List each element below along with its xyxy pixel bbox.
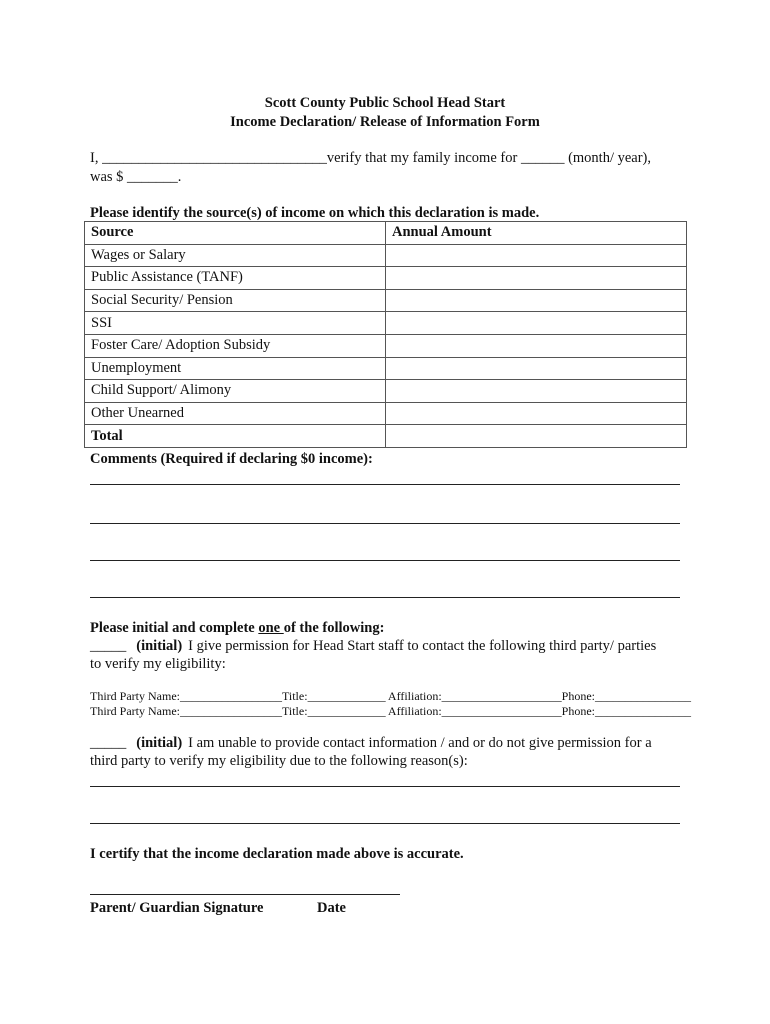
comment-line-3[interactable] xyxy=(90,560,680,561)
income-source-cell: Wages or Salary xyxy=(85,244,386,267)
income-source-cell: Social Security/ Pension xyxy=(85,289,386,312)
income-table xyxy=(84,221,687,448)
signature-line[interactable] xyxy=(90,894,400,895)
total-label-cell: Total xyxy=(85,425,386,448)
option-1-line-2: to verify my eligibility: xyxy=(90,656,226,672)
comment-line-4[interactable] xyxy=(90,597,680,598)
annual-amount-cell[interactable] xyxy=(386,244,687,267)
income-source-cell: Child Support/ Alimony xyxy=(85,380,386,403)
total-amount-cell[interactable] xyxy=(386,425,687,448)
comments-label: Comments (Required if declaring $0 income): xyxy=(90,451,373,467)
name-blank[interactable]: _______________________________ xyxy=(102,150,327,166)
income-source-prompt: Please identify the source(s) of income on which this declaration is made. xyxy=(90,205,540,221)
reason-line-1[interactable] xyxy=(90,786,680,787)
table-row xyxy=(85,357,687,380)
third-party-row-1[interactable]: Third Party Name:_________________Title:_____________ Affiliation:____________________Phone:________________ xyxy=(90,689,692,703)
comment-line-2[interactable] xyxy=(90,523,680,524)
signature-label: Parent/ Guardian Signature xyxy=(90,900,264,916)
table-row xyxy=(85,289,687,312)
annual-amount-cell[interactable] xyxy=(386,334,687,357)
option-2-line-1: _____ (initial) I am unable to provide contact information / and or do not give permission for a xyxy=(90,735,652,751)
table-row xyxy=(85,312,687,335)
annual-amount-cell[interactable] xyxy=(386,289,687,312)
annual-amount-cell[interactable] xyxy=(386,357,687,380)
table-row xyxy=(85,402,687,425)
income-source-cell: Other Unearned xyxy=(85,402,386,425)
options-heading: Please initial and complete one of the following: xyxy=(90,620,385,636)
table-row xyxy=(85,334,687,357)
table-row xyxy=(85,267,687,290)
reason-line-2[interactable] xyxy=(90,823,680,824)
option-1-line-1: _____ (initial) I give permission for Head Start staff to contact the following third party/ parties xyxy=(90,638,657,654)
school-title: Scott County Public School Head Start xyxy=(264,95,506,111)
third-party-row-2[interactable]: Third Party Name:_________________Title:_____________ Affiliation:____________________Phone:________________ xyxy=(90,704,692,718)
income-source-cell: Foster Care/ Adoption Subsidy xyxy=(85,334,386,357)
option-1-initial-blank[interactable]: _____ xyxy=(90,638,127,654)
income-source-cell: Unemployment xyxy=(85,357,386,380)
income-table-header xyxy=(85,222,687,245)
annual-amount-cell[interactable] xyxy=(386,402,687,425)
income-source-cell: SSI xyxy=(85,312,386,335)
column-header-amount: Annual Amount xyxy=(386,222,687,245)
annual-amount-cell[interactable] xyxy=(386,312,687,335)
month-year-blank[interactable]: ______ xyxy=(520,150,565,166)
declaration-line-1: I, _______________________________verify that my family income for ______ (month/ year), xyxy=(90,150,652,166)
date-label: Date xyxy=(317,900,346,916)
option-2-initial-blank[interactable]: _____ xyxy=(90,735,127,751)
comment-line-1[interactable] xyxy=(90,484,680,485)
column-header-source: Source xyxy=(85,222,386,245)
form-title: Income Declaration/ Release of Information Form xyxy=(230,114,540,130)
declaration-line-2[interactable]: was $ _______. xyxy=(90,169,182,185)
table-row xyxy=(85,244,687,267)
annual-amount-cell[interactable] xyxy=(386,267,687,290)
certification-statement: I certify that the income declaration made above is accurate. xyxy=(90,846,464,862)
income-source-cell: Public Assistance (TANF) xyxy=(85,267,386,290)
annual-amount-cell[interactable] xyxy=(386,380,687,403)
table-row xyxy=(85,380,687,403)
total-row xyxy=(85,425,687,448)
option-2-line-2: third party to verify my eligibility due to the following reason(s): xyxy=(90,753,468,769)
